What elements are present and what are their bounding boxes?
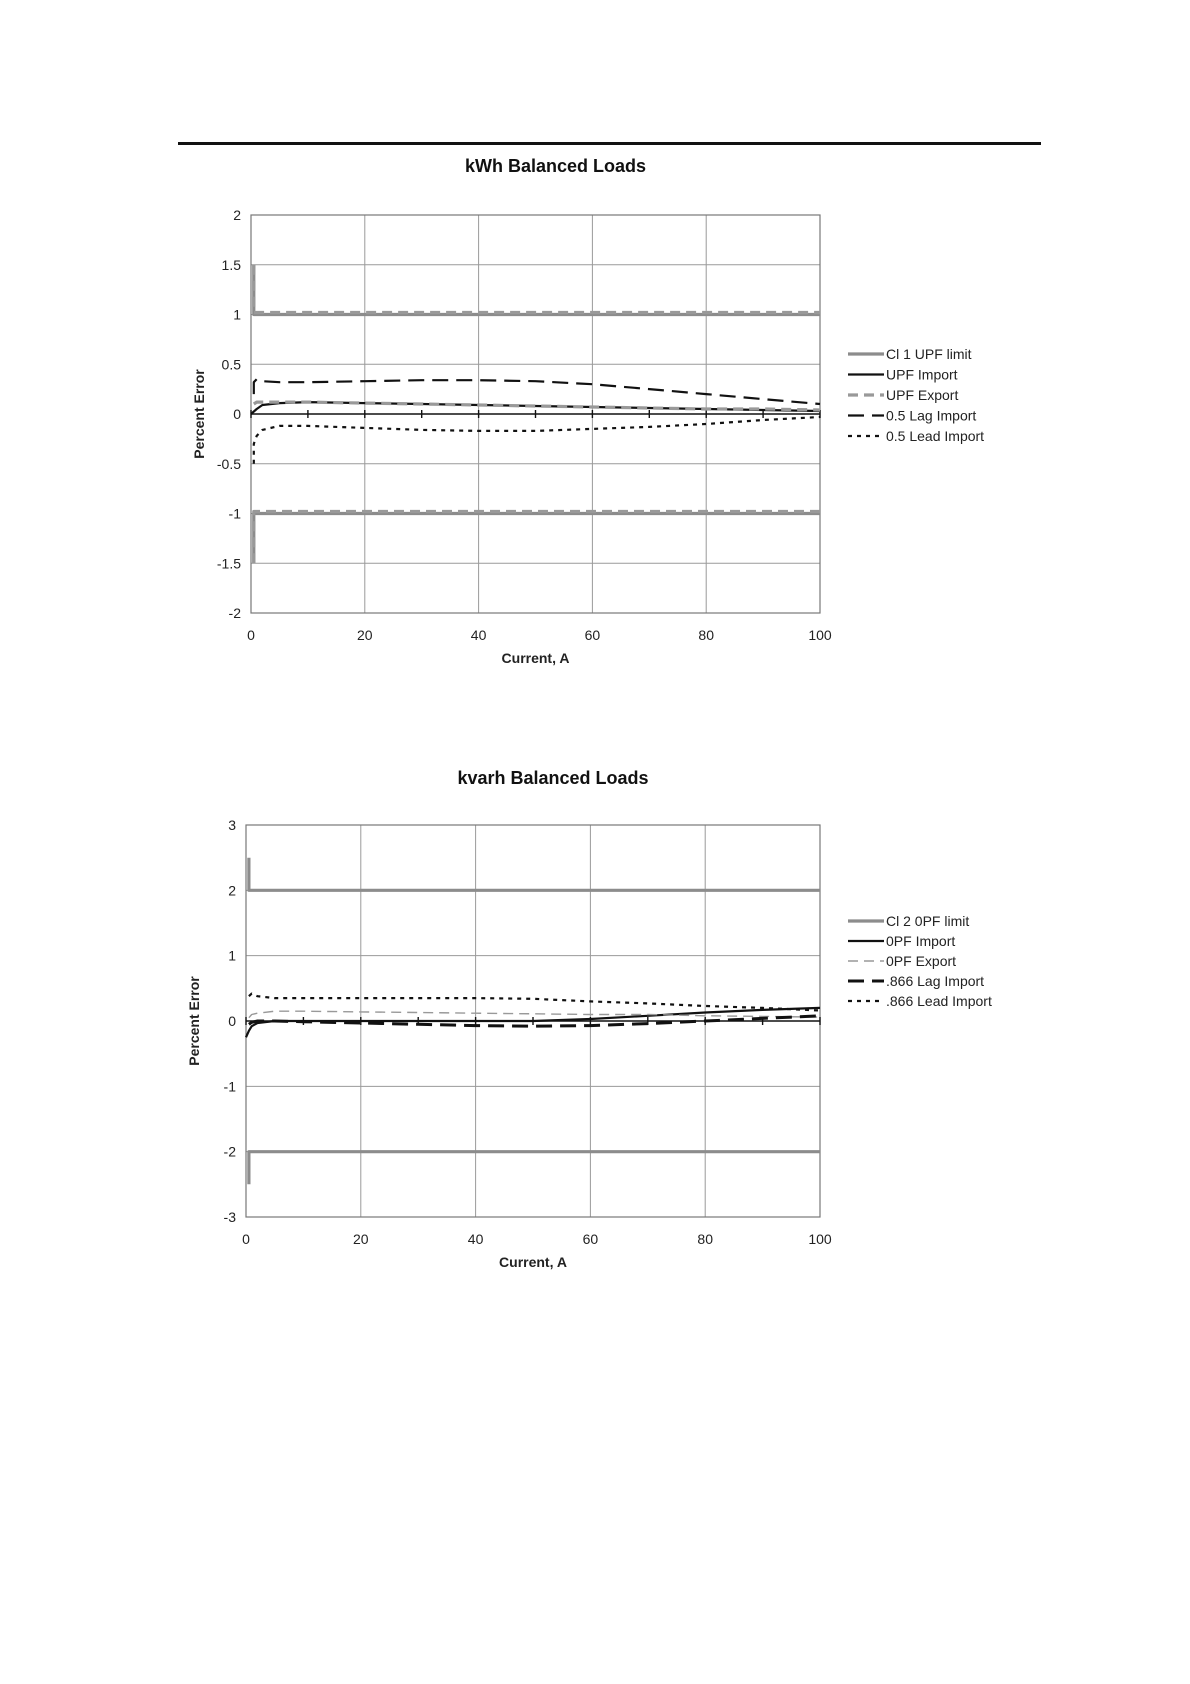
series-line-866-lead-import [249, 994, 820, 1011]
y-tick-label: -1.5 [216, 555, 241, 572]
series-line-cl-2-0pf-limit [249, 1152, 820, 1185]
legend-label: Cl 1 UPF limit [886, 346, 972, 362]
x-axis-title: Current, A [499, 1254, 567, 1270]
x-tick-label: 20 [353, 1231, 369, 1247]
y-tick-label: -3 [223, 1209, 236, 1225]
y-tick-label: -1 [228, 505, 241, 522]
series-line-0-5-lag-import [254, 379, 820, 404]
y-tick-label: -2 [223, 1143, 236, 1160]
series-line-upf-export [254, 512, 820, 564]
y-tick-label: 1 [233, 306, 241, 323]
series-line-cl-1-upf-limit [254, 265, 820, 315]
legend-label: .866 Lag Import [886, 973, 985, 989]
x-tick-label: 0 [242, 1231, 250, 1247]
x-tick-label: 100 [808, 1231, 832, 1247]
x-tick-label: 60 [582, 1231, 599, 1247]
x-tick-label: 80 [697, 1231, 713, 1247]
x-tick-label: 20 [357, 627, 373, 643]
kwh-balanced-loads-chart [0, 145, 1190, 685]
y-tick-label: 1 [228, 947, 236, 964]
series-line-cl-2-0pf-limit [249, 858, 820, 891]
x-tick-label: 80 [698, 627, 714, 643]
y-axis-title: Percent Error [191, 369, 207, 459]
y-tick-label: 2 [233, 207, 241, 223]
y-tick-label: 1.5 [221, 256, 241, 273]
x-tick-label: 40 [470, 627, 487, 643]
x-tick-label: 40 [467, 1231, 484, 1247]
legend-label: Cl 2 0PF limit [886, 913, 970, 929]
y-tick-label: 0 [228, 1013, 236, 1029]
y-tick-label: -1 [223, 1078, 236, 1095]
legend-label: 0PF Import [886, 933, 956, 949]
legend-label: 0.5 Lead Import [886, 428, 985, 444]
series-line-cl-1-upf-limit [254, 514, 820, 564]
y-tick-label: 0 [233, 406, 241, 422]
series-line-0-5-lead-import [254, 417, 820, 464]
x-tick-label: 0 [247, 627, 255, 643]
x-axis-title: Current, A [501, 650, 570, 666]
y-tick-label: -0.5 [216, 455, 241, 472]
legend-label: UPF Import [886, 366, 958, 383]
series-line-upf-export [254, 265, 820, 313]
legend-label: 0PF Export [886, 953, 957, 969]
y-tick-label: 3 [228, 817, 236, 833]
legend-label: 0.5 Lag Import [886, 407, 977, 424]
legend-label: .866 Lead Import [886, 993, 992, 1009]
chart-title: kWh Balanced Loads [464, 156, 647, 176]
y-tick-label: 2 [228, 882, 236, 899]
x-tick-label: 100 [808, 627, 832, 643]
y-axis-title: Percent Error [186, 976, 202, 1066]
kvarh-balanced-loads-chart [0, 755, 1190, 1295]
chart-title: kvarh Balanced Loads [457, 768, 649, 788]
y-tick-label: -2 [228, 605, 241, 621]
x-tick-label: 60 [584, 627, 601, 643]
legend-label: UPF Export [886, 387, 959, 403]
y-tick-label: 0.5 [221, 356, 241, 373]
